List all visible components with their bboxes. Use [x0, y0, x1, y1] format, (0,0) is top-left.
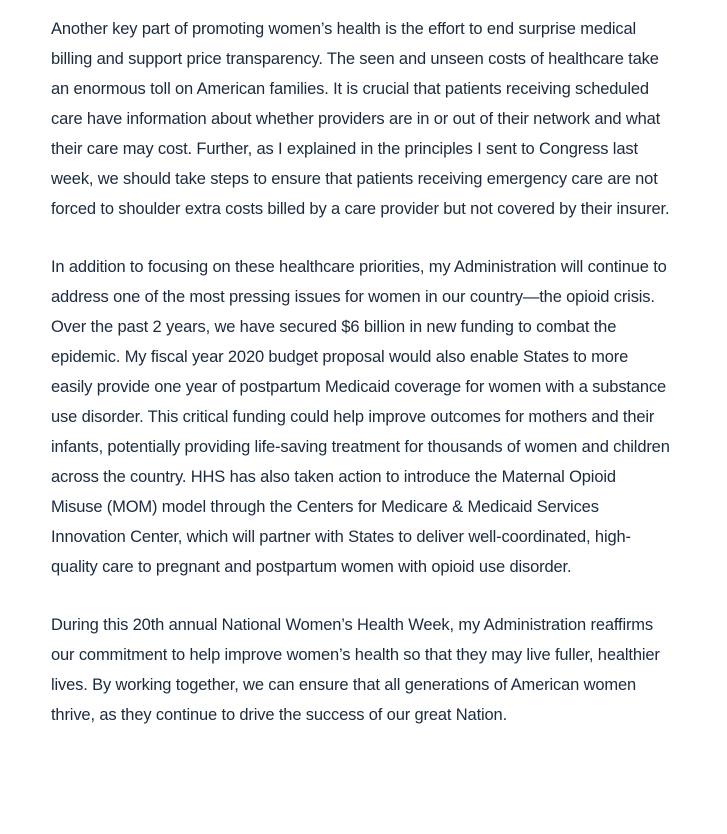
article-body — [51, 14, 671, 758]
paragraph-surprise-billing: Another key part of promoting women’s health is the effort to end surprise medical billing and support price transparency. The seen and unseen costs of healthcare take an enormous toll on American families. It is crucial that patients receiving scheduled care have information about whether providers are in or out of their network and what their care may cost. Further, as I explained in the principles I sent to Congress last week, we should take steps to ensure that patients receiving emergency care are not forced to shoulder extra costs billed by a care provider but not covered by their insurer. — [51, 20, 670, 218]
paragraph-opioid-crisis: In addition to focusing on these healthcare priorities, my Administration will continue to address one of the most pressing issues for women in our country—the opioid crisis. Over the past 2 years, we have secured $6 billion in new funding to combat the epidemic. My fiscal year 2020 budget proposal would also enable States to more easily provide one year of postpartum Medicaid coverage for women with a substance use disorder. This critical funding could help improve outcomes for mothers and their infants, potentially providing life-saving treatment for thousands of women and children across the country. HHS has also taken action to introduce the Maternal Opioid Misuse (MOM) model through the Centers for Medicare & Medicaid Services Innovation Center, which will partner with States to deliver well-coordinated, high-quality care to pregnant and postpartum women with opioid use disorder. — [51, 258, 670, 576]
paragraph-womens-health-week: During this 20th annual National Women’s Health Week, my Administration reaffirms our commitment to help improve women’s health so that they may live fuller, healthier lives. By working together, we can ensure that all generations of American women thrive, as they continue to drive the success of our great Nation. — [51, 616, 660, 724]
